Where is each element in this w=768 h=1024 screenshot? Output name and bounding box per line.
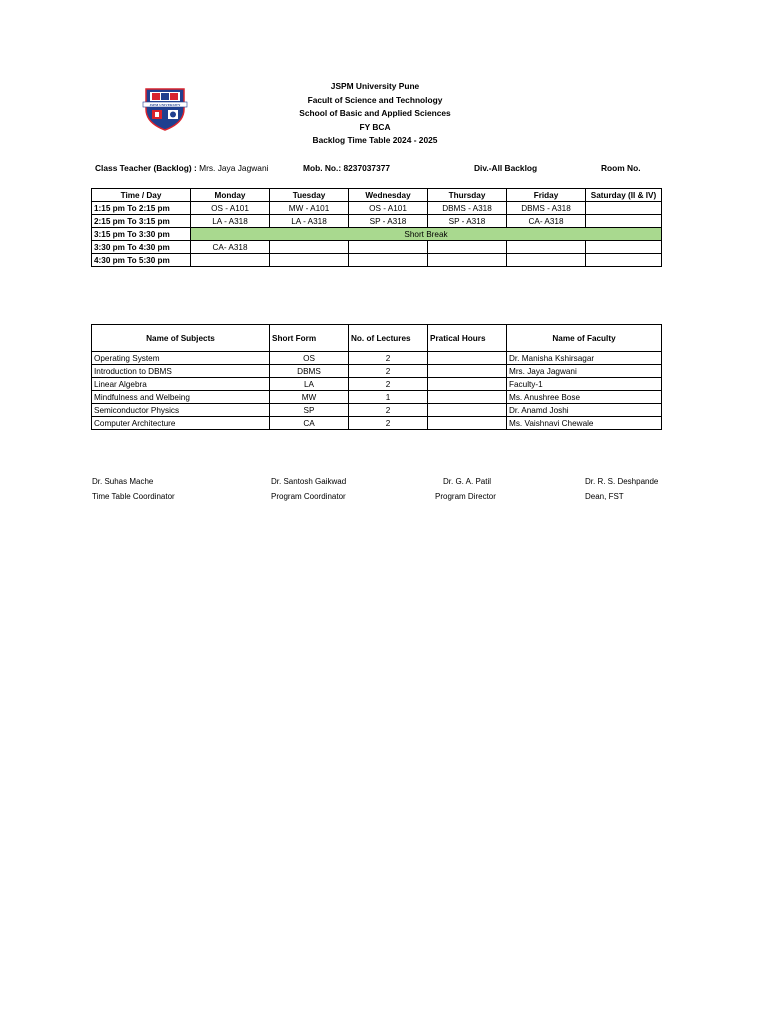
- room-number-label: Room No.: [601, 163, 641, 173]
- table-row: [92, 202, 662, 215]
- short-form: LA: [270, 378, 349, 391]
- table-cell: [349, 241, 428, 254]
- table-cell: [507, 241, 586, 254]
- signatory-name: Dr. Santosh Gaikwad: [271, 477, 347, 486]
- table-cell: [586, 241, 662, 254]
- document-title: Backlog Time Table 2024 - 2025: [312, 135, 438, 145]
- subject-name: Semiconductor Physics: [92, 404, 270, 417]
- short-form: MW: [270, 391, 349, 404]
- practical-hours: [428, 417, 507, 430]
- signature-block: [435, 475, 496, 504]
- subjects-header-row: [92, 325, 662, 352]
- program-name: FY BCA: [359, 121, 391, 132]
- practical-hours: [428, 391, 507, 404]
- table-row: [92, 365, 662, 378]
- column-header: Saturday (II & IV): [586, 189, 662, 202]
- practical-hours: [428, 352, 507, 365]
- division: Div.-All Backlog: [474, 163, 538, 173]
- table-cell: SP - A318: [428, 215, 507, 228]
- short-form: OS: [270, 352, 349, 365]
- column-header: Pratical Hours: [428, 325, 507, 352]
- lecture-count: 2: [349, 417, 428, 430]
- time-slot: 1:15 pm To 2:15 pm: [92, 202, 191, 215]
- signature-block: [585, 475, 658, 504]
- table-cell: CA- A318: [507, 215, 586, 228]
- practical-hours: [428, 404, 507, 417]
- faculty-name: Facult of Science and Technology: [307, 94, 443, 105]
- time-slot: 2:15 pm To 3:15 pm: [92, 215, 191, 228]
- university-name: JSPM University Pune: [330, 81, 420, 91]
- column-header: Tuesday: [270, 189, 349, 202]
- class-teacher-label: Class Teacher (Backlog) :: [95, 163, 197, 173]
- school-name: School of Basic and Applied Sciences: [299, 108, 451, 118]
- table-cell: [586, 202, 662, 215]
- table-row: [92, 352, 662, 365]
- lecture-count: 2: [349, 378, 428, 391]
- table-cell: LA - A318: [270, 215, 349, 228]
- table-row: [92, 241, 662, 254]
- faculty-name: Ms. Anushree Bose: [507, 391, 662, 404]
- table-row: [92, 404, 662, 417]
- short-form: DBMS: [270, 365, 349, 378]
- lecture-count: 2: [349, 404, 428, 417]
- time-slot: 4:30 pm To 5:30 pm: [92, 254, 191, 267]
- university-logo: [140, 83, 190, 131]
- table-cell: [586, 254, 662, 267]
- timetable: [91, 188, 662, 267]
- table-cell: [349, 254, 428, 267]
- table-cell: [428, 254, 507, 267]
- table-row: [92, 417, 662, 430]
- table-cell: DBMS - A318: [428, 202, 507, 215]
- table-cell: [270, 241, 349, 254]
- table-row: [92, 378, 662, 391]
- signatory-role: Program Coordinator: [271, 491, 346, 501]
- signatory-name: Dr. R. S. Deshpande: [585, 477, 659, 486]
- table-cell: OS - A101: [349, 202, 428, 215]
- column-header: No. of Lectures: [349, 325, 428, 352]
- subject-name: Linear Algebra: [92, 378, 270, 391]
- faculty-name: Dr. Anamd Joshi: [507, 404, 662, 417]
- signatory-role: Program Director: [435, 491, 496, 501]
- table-cell: CA- A318: [191, 241, 270, 254]
- document-header: [240, 80, 510, 148]
- column-header: Time / Day: [92, 189, 191, 202]
- table-cell: [270, 254, 349, 267]
- short-form: SP: [270, 404, 349, 417]
- table-cell: SP - A318: [349, 215, 428, 228]
- signatory-name: Dr. G. A. Patil: [443, 477, 492, 486]
- subject-name: Introduction to DBMS: [92, 365, 270, 378]
- table-row: [92, 215, 662, 228]
- table-cell: OS - A101: [191, 202, 270, 215]
- column-header: Monday: [191, 189, 270, 202]
- faculty-name: Faculty-1: [507, 378, 662, 391]
- table-row: [92, 391, 662, 404]
- faculty-name: Dr. Manisha Kshirsagar: [507, 352, 662, 365]
- practical-hours: [428, 365, 507, 378]
- subjects-table: [91, 324, 662, 430]
- short-break-cell: Short Break: [191, 228, 662, 241]
- class-teacher-name: Mrs. Jaya Jagwani: [196, 163, 269, 173]
- column-header: Friday: [507, 189, 586, 202]
- time-slot: 3:15 pm To 3:30 pm: [92, 228, 191, 241]
- svg-text:JSPM UNIVERSITY: JSPM UNIVERSITY: [149, 102, 181, 107]
- table-cell: [586, 215, 662, 228]
- short-form: CA: [270, 417, 349, 430]
- table-cell: LA - A318: [191, 215, 270, 228]
- table-cell: [428, 241, 507, 254]
- table-row: [92, 228, 662, 241]
- subject-name: Mindfulness and Welbeing: [92, 391, 270, 404]
- lecture-count: 2: [349, 352, 428, 365]
- table-row: [92, 254, 662, 267]
- class-teacher: [95, 163, 268, 173]
- subject-name: Operating System: [92, 352, 270, 365]
- signature-block: [271, 475, 346, 504]
- signature-block: [92, 475, 175, 504]
- column-header: Wednesday: [349, 189, 428, 202]
- column-header: Name of Faculty: [507, 325, 662, 352]
- table-cell: DBMS - A318: [507, 202, 586, 215]
- lecture-count: 1: [349, 391, 428, 404]
- timetable-header-row: [92, 189, 662, 202]
- column-header: Name of Subjects: [92, 325, 270, 352]
- signatory-role: Dean, FST: [585, 491, 624, 501]
- signatory-role: Time Table Coordinator: [92, 491, 175, 501]
- faculty-name: Ms. Vaishnavi Chewale: [507, 417, 662, 430]
- lecture-count: 2: [349, 365, 428, 378]
- practical-hours: [428, 378, 507, 391]
- faculty-name: Mrs. Jaya Jagwani: [507, 365, 662, 378]
- time-slot: 3:30 pm To 4:30 pm: [92, 241, 191, 254]
- table-cell: [507, 254, 586, 267]
- table-cell: [191, 254, 270, 267]
- signatory-name: Dr. Suhas Mache: [92, 477, 154, 486]
- column-header: Short Form: [270, 325, 349, 352]
- table-cell: MW - A101: [270, 202, 349, 215]
- subject-name: Computer Architecture: [92, 417, 270, 430]
- column-header: Thursday: [428, 189, 507, 202]
- mobile-number: Mob. No.: 8237037377: [303, 163, 391, 173]
